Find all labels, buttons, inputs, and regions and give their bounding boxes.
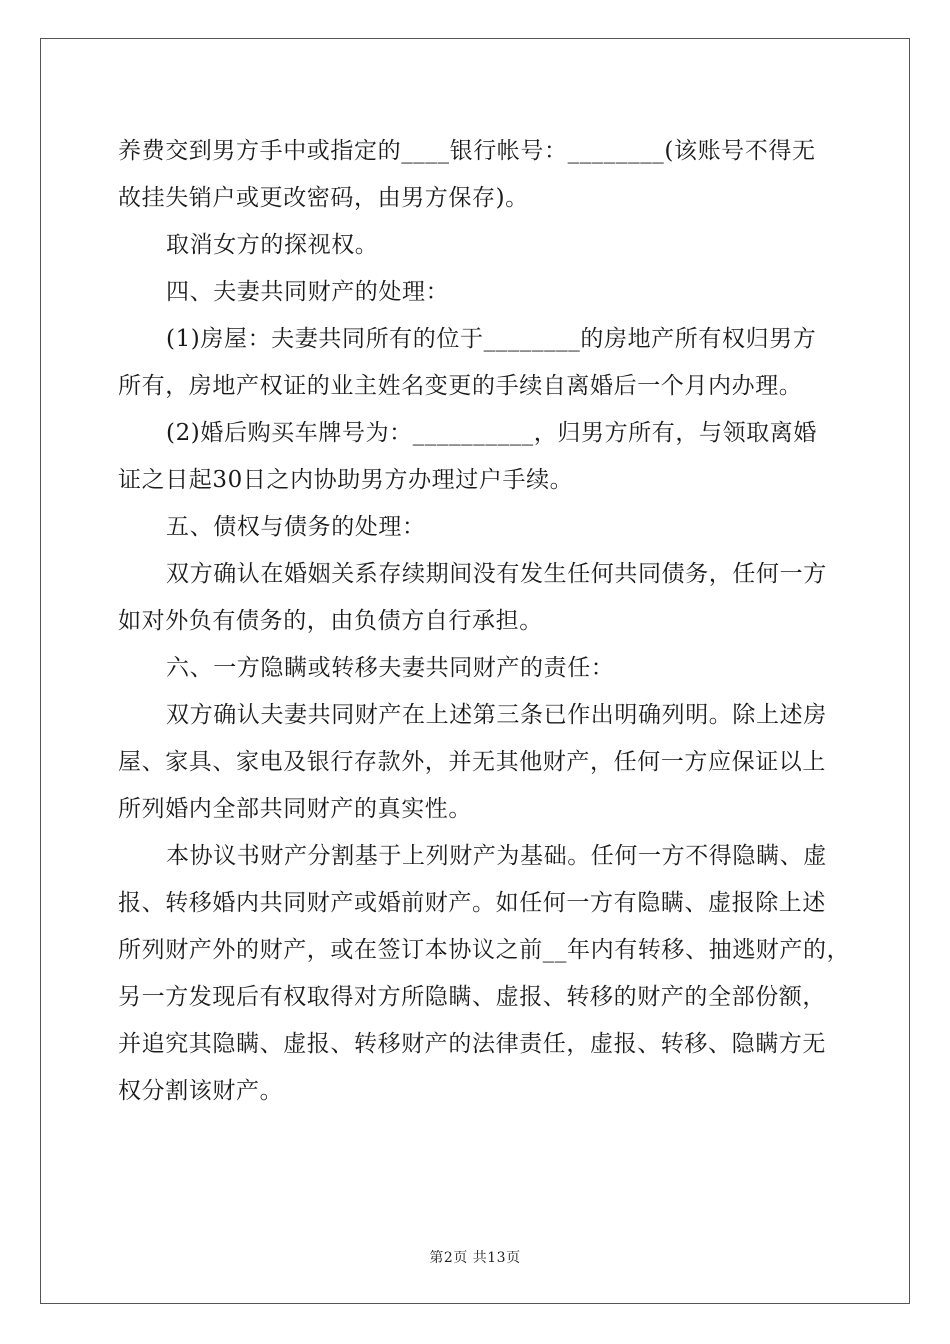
text-line: (1)房屋：夫妻共同所有的位于________的房地产所有权归男方 [166,326,817,352]
text-line: 所有，房地产权证的业主姓名变更的手续自离婚后一个月内办理。 [118,373,803,399]
text-line: 双方确认夫妻共同财产在上述第三条已作出明确列明。除上述房 [166,702,827,728]
paragraph [118,551,838,645]
text-line: 另一方发现后有权取得对方所隐瞒、虚报、转移的财产的全部份额， [118,984,826,1010]
text-line: 本协议书财产分割基于上列财产为基础。任何一方不得隐瞒、虚 [166,843,827,869]
paragraph [118,833,851,1115]
paragraph [118,222,838,269]
text-line: 六、一方隐瞒或转移夫妻共同财产的责任： [166,655,615,681]
paragraph [118,316,838,410]
text-line: 故挂失销户或更改密码，由男方保存)。 [118,185,529,211]
text-line: 四、夫妻共同财产的处理： [166,279,450,305]
text-line: 报、转移婚内共同财产或婚前财产。如任何一方有隐瞒、虚报除上述 [118,890,826,916]
section-heading [118,269,838,316]
document-body [118,128,851,1115]
section-heading [118,504,838,551]
text-line: (2)婚后购买车牌号为：__________，归男方所有，与领取离婚 [166,420,817,446]
paragraph [118,128,838,222]
text-line: 养费交到男方手中或指定的____银行帐号：________(该账号不得无 [118,138,816,164]
section-heading [118,645,838,692]
page-number: 第2页 共13页 [429,1250,521,1266]
text-line: 取消女方的探视权。 [166,232,379,258]
text-line: 权分割该财产。 [118,1078,284,1104]
text-line: 屋、家具、家电及银行存款外，并无其他财产，任何一方应保证以上 [118,749,826,775]
text-line: 并追究其隐瞒、虚报、转移财产的法律责任，虚报、转移、隐瞒方无 [118,1031,826,1057]
paragraph [118,692,838,833]
text-line: 证之日起30日之内协助男方办理过户手续。 [118,467,574,493]
text-line: 如对外负有债务的，由负债方自行承担。 [118,608,543,634]
paragraph [118,410,838,504]
text-line: 五、债权与债务的处理： [166,514,426,540]
text-line: 双方确认在婚姻关系存续期间没有发生任何共同债务，任何一方 [166,561,827,587]
text-line: 所列婚内全部共同财产的真实性。 [118,796,472,822]
text-line: 所列财产外的财产，或在签订本协议之前__年内有转移、抽逃财产的， [118,937,851,963]
